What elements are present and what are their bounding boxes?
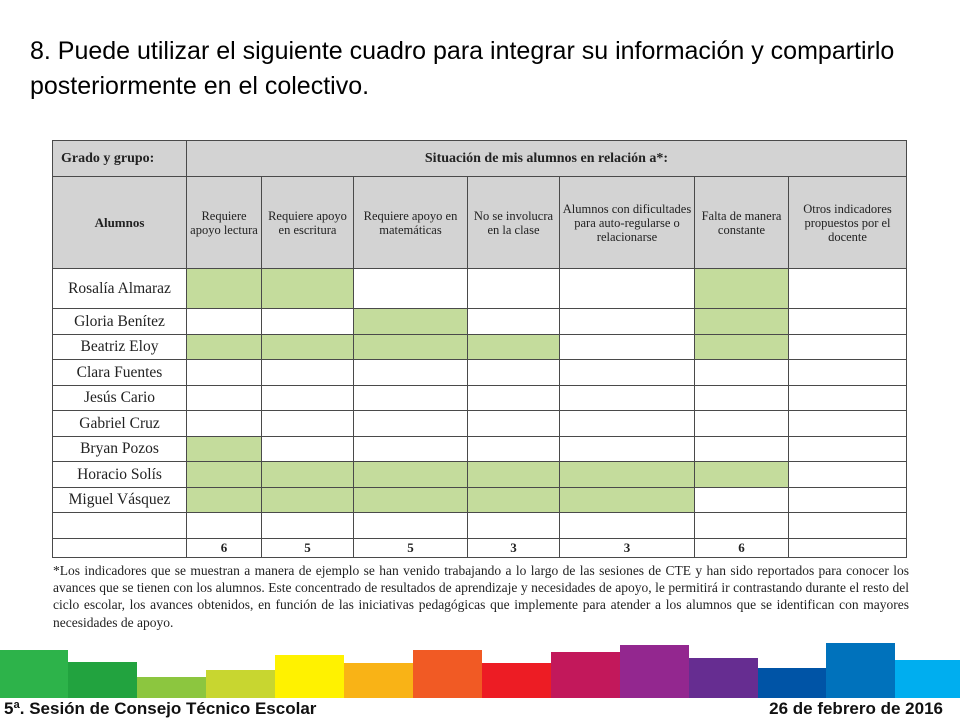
table-row — [53, 360, 907, 386]
marked-cell — [262, 269, 354, 309]
empty-cell — [695, 411, 789, 437]
color-stripe — [0, 650, 68, 698]
empty-cell — [187, 385, 262, 411]
totals-label-cell — [53, 538, 187, 557]
color-stripe — [551, 652, 620, 698]
marked-cell — [468, 487, 560, 513]
empty-cell — [354, 436, 468, 462]
marked-cell — [262, 487, 354, 513]
marked-cell — [468, 334, 560, 360]
empty-cell — [262, 360, 354, 386]
marked-cell — [560, 487, 695, 513]
marked-cell — [354, 334, 468, 360]
color-stripe — [413, 650, 482, 698]
empty-cell — [560, 385, 695, 411]
column-header: Otros indicadores propuestos por el docente — [789, 177, 907, 269]
color-stripe — [826, 643, 895, 698]
empty-cell — [187, 360, 262, 386]
student-name — [53, 513, 187, 539]
empty-cell — [354, 385, 468, 411]
empty-cell — [789, 360, 907, 386]
empty-cell — [789, 436, 907, 462]
table-row — [53, 385, 907, 411]
color-stripe — [206, 670, 275, 698]
column-header: Alumnos con dificultades para auto-regularse o relacionarse — [560, 177, 695, 269]
empty-cell — [262, 436, 354, 462]
empty-cell — [695, 513, 789, 539]
student-name: Gloria Benítez — [53, 309, 187, 335]
color-stripe — [758, 668, 826, 698]
marked-cell — [354, 309, 468, 335]
empty-cell — [262, 385, 354, 411]
student-name: Gabriel Cruz — [53, 411, 187, 437]
table-row — [53, 436, 907, 462]
marked-cell — [187, 487, 262, 513]
empty-cell — [560, 309, 695, 335]
marked-cell — [468, 462, 560, 488]
empty-cell — [354, 360, 468, 386]
empty-cell — [560, 360, 695, 386]
empty-cell — [560, 513, 695, 539]
column-total: 6 — [187, 538, 262, 557]
marked-cell — [695, 309, 789, 335]
empty-cell — [695, 436, 789, 462]
color-stripe — [137, 677, 206, 698]
empty-cell — [789, 269, 907, 309]
situation-title: Situación de mis alumnos en relación a*: — [187, 141, 907, 177]
empty-cell — [560, 436, 695, 462]
column-total: 3 — [560, 538, 695, 557]
color-stripe — [689, 658, 758, 698]
marked-cell — [187, 334, 262, 360]
empty-cell — [695, 385, 789, 411]
empty-cell — [187, 513, 262, 539]
empty-cell — [468, 269, 560, 309]
marked-cell — [695, 462, 789, 488]
marked-cell — [695, 334, 789, 360]
marked-cell — [560, 462, 695, 488]
empty-cell — [789, 309, 907, 335]
empty-cell — [468, 513, 560, 539]
student-situation-table — [52, 140, 907, 558]
column-header: Requiere apoyo en escritura — [262, 177, 354, 269]
grade-group-label: Grado y grupo: — [53, 141, 187, 177]
color-stripe — [344, 663, 413, 698]
footer-session-title: 5ª. Sesión de Consejo Técnico Escolar — [4, 699, 317, 718]
table-row — [53, 334, 907, 360]
empty-cell — [187, 309, 262, 335]
table-row — [53, 487, 907, 513]
table-row — [53, 513, 907, 539]
empty-cell — [354, 269, 468, 309]
empty-cell — [789, 513, 907, 539]
totals-row — [53, 538, 907, 557]
footnote: *Los indicadores que se muestran a manera de ejemplo se han venido trabajando a lo largo de las sesiones de CTE y han sido reportados para conocer los avances que se tienen con los alumnos. Este concentrado de resultados de aprendizaje y necesidades de apoyo, le permitirá ir contrastando durante el resto del ciclo escolar, los avances obtenidos, en función de las iniciativas pedagógicas que implemente para atender a los alumnos que se identifican con mayores necesidades de apoyo. — [53, 563, 909, 630]
marked-cell — [187, 462, 262, 488]
empty-cell — [262, 411, 354, 437]
column-header: Requiere apoyo lectura — [187, 177, 262, 269]
color-stripe — [895, 660, 960, 698]
marked-cell — [354, 487, 468, 513]
column-total: 3 — [468, 538, 560, 557]
marked-cell — [695, 269, 789, 309]
empty-cell — [468, 360, 560, 386]
table-row — [53, 462, 907, 488]
column-header: No se involucra en la clase — [468, 177, 560, 269]
empty-cell — [560, 411, 695, 437]
column-total: 5 — [354, 538, 468, 557]
student-name: Miguel Vásquez — [53, 487, 187, 513]
marked-cell — [262, 334, 354, 360]
empty-cell — [354, 513, 468, 539]
table-row — [53, 309, 907, 335]
column-header: Requiere apoyo en matemáticas — [354, 177, 468, 269]
empty-cell — [789, 385, 907, 411]
student-name: Beatriz Eloy — [53, 334, 187, 360]
marked-cell — [187, 436, 262, 462]
student-name: Horacio Solís — [53, 462, 187, 488]
column-total: 6 — [695, 538, 789, 557]
footer-date: 26 de febrero de 2016 — [769, 699, 943, 718]
empty-cell — [468, 411, 560, 437]
marked-cell — [262, 462, 354, 488]
students-column-header: Alumnos — [53, 177, 187, 269]
marked-cell — [187, 269, 262, 309]
student-name: Clara Fuentes — [53, 360, 187, 386]
color-stripe — [620, 645, 689, 698]
empty-cell — [468, 385, 560, 411]
empty-cell — [262, 513, 354, 539]
color-stripe — [68, 662, 137, 698]
empty-cell — [262, 309, 354, 335]
empty-cell — [789, 334, 907, 360]
table-row — [53, 269, 907, 309]
student-name: Jesús Cario — [53, 385, 187, 411]
empty-cell — [789, 462, 907, 488]
empty-cell — [354, 411, 468, 437]
empty-cell — [468, 309, 560, 335]
empty-cell — [695, 360, 789, 386]
student-name: Bryan Pozos — [53, 436, 187, 462]
table-row — [53, 411, 907, 437]
color-stripe — [482, 663, 551, 698]
empty-cell — [560, 334, 695, 360]
empty-cell — [468, 436, 560, 462]
instruction-heading: 8. Puede utilizar el siguiente cuadro para integrar su información y compartirlo posteriormente en el colectivo. — [30, 37, 895, 100]
column-total — [789, 538, 907, 557]
marked-cell — [354, 462, 468, 488]
column-header: Falta de manera constante — [695, 177, 789, 269]
empty-cell — [789, 487, 907, 513]
empty-cell — [560, 269, 695, 309]
student-name: Rosalía Almaraz — [53, 269, 187, 309]
empty-cell — [695, 487, 789, 513]
empty-cell — [789, 411, 907, 437]
color-stripe — [275, 655, 344, 698]
column-total: 5 — [262, 538, 354, 557]
empty-cell — [187, 411, 262, 437]
